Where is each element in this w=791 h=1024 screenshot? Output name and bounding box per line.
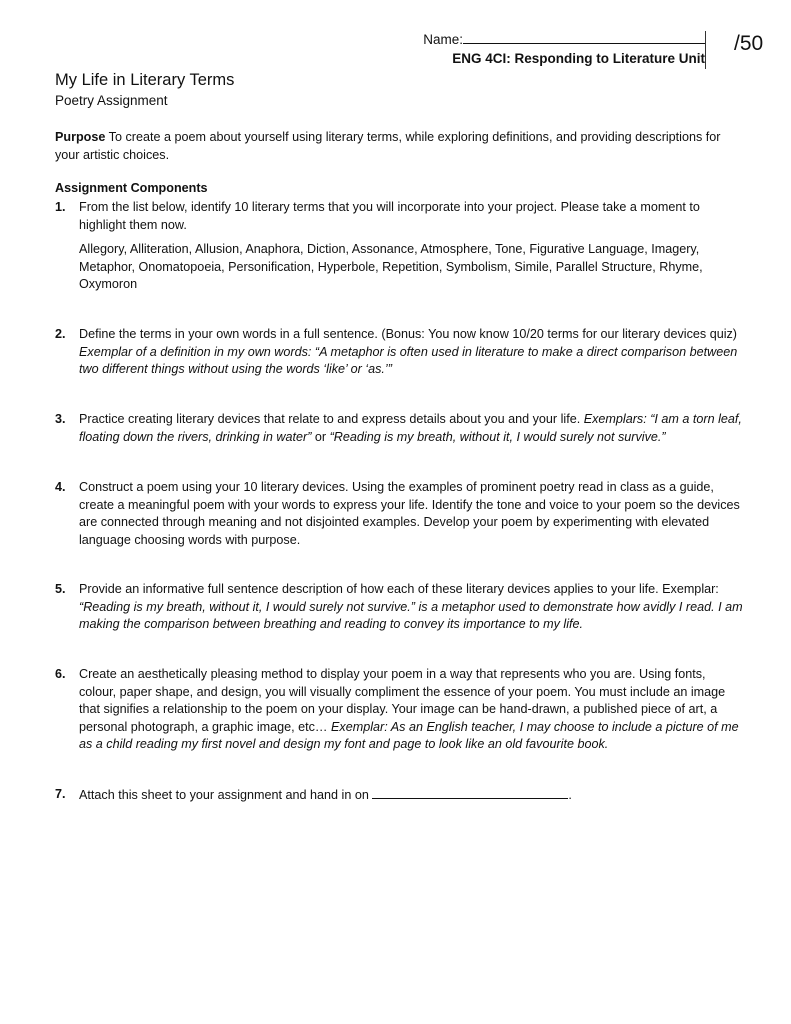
item-exemplar: “Reading is my breath, without it, I would surely not survive.” is a metaphor used to demonstrate how avidly I read. I am making the comparison between breathing and reading to convey its importance to my life. bbox=[79, 599, 743, 631]
list-item bbox=[55, 581, 745, 634]
list-item bbox=[55, 199, 745, 294]
item-plain: Practice creating literary devices that relate to and express details about you and your life. bbox=[79, 412, 584, 426]
item-text bbox=[79, 411, 745, 446]
name-field bbox=[400, 30, 705, 50]
purpose-label: Purpose bbox=[55, 130, 106, 144]
item-exemplar: Exemplar: As an English teacher, I may choose to include a picture of me as a child reading my first novel and design my font and page to look like an old favourite book. bbox=[79, 719, 739, 751]
item-number: 7. bbox=[55, 787, 66, 801]
list-item bbox=[55, 479, 745, 549]
purpose-paragraph bbox=[55, 129, 745, 164]
score-total: /50 bbox=[734, 32, 764, 55]
purpose-text: To create a poem about yourself using literary terms, while exploring definitions, and providing descriptions for your artistic choices. bbox=[55, 130, 721, 162]
item-text bbox=[79, 326, 745, 379]
item-text bbox=[79, 666, 745, 754]
item-text: Construct a poem using your 10 literary devices. Using the examples of prominent poetry read in class as a guide, create a meaningful poem with your words to express your life. Identify the tone and voice to your poem so the devices are connected through meaning and not disjointed examples. Develop your poem by experimenting with elevated language choosing words with purpose. bbox=[79, 480, 740, 547]
page-subtitle: Poetry Assignment bbox=[55, 93, 168, 108]
header bbox=[400, 30, 705, 68]
name-blank[interactable] bbox=[463, 31, 705, 44]
item-text bbox=[79, 786, 745, 805]
item-plain: Provide an informative full sentence description of how each of these literary devices applies to your life. Exemplar: bbox=[79, 582, 719, 596]
item-text bbox=[79, 581, 745, 634]
due-date-blank[interactable] bbox=[372, 786, 568, 799]
header-divider bbox=[705, 31, 706, 69]
item-number: 1. bbox=[55, 200, 66, 214]
item-number: 2. bbox=[55, 327, 66, 341]
item-connector: or bbox=[311, 429, 330, 444]
components-heading: Assignment Components bbox=[55, 181, 208, 195]
item-plain: Define the terms in your own words in a full sentence. (Bonus: You now know 10/20 terms for our literary devices quiz) bbox=[79, 327, 737, 341]
list-item bbox=[55, 666, 745, 754]
item-text: From the list below, identify 10 literary terms that you will incorporate into your project. Please take a moment to highlight them now. bbox=[79, 200, 700, 232]
item-plain: Attach this sheet to your assignment and hand in on bbox=[79, 788, 373, 802]
item-exemplar: Exemplar of a definition in my own words: “A metaphor is often used in literature to make a direct comparison between two different things without using the words ‘like’ or ‘as.’” bbox=[79, 344, 738, 376]
item-end: . bbox=[568, 788, 572, 802]
list-item bbox=[55, 786, 745, 805]
list-item bbox=[55, 411, 745, 446]
course-title: ENG 4CI: Responding to Literature Unit bbox=[452, 51, 705, 66]
literary-terms-list: Allegory, Alliteration, Allusion, Anaphora, Diction, Assonance, Atmosphere, Tone, Figurative Language, Imagery, Metaphor, Onomatopoeia, Personification, Hyperbole, Repetition, Symbolism, Simile, Parallel Structure, Rhyme, Oxymoron bbox=[79, 242, 703, 291]
name-label: Name: bbox=[423, 32, 463, 47]
item-number: 6. bbox=[55, 667, 66, 681]
item-number: 3. bbox=[55, 412, 66, 426]
item-exemplar: Exemplars: “I am a torn leaf, floating down the rivers, drinking in water” bbox=[79, 412, 742, 444]
item-plain: Create an aesthetically pleasing method to display your poem in a way that represents who you are. Using fonts, colour, paper shape, and design, you will visually compliment the essence of your poem. You must include an image that signifies a relationship to the poem on your display. Your image can be hand-drawn, a published piece of art, a personal photograph, a graphic image, etc… bbox=[79, 667, 726, 734]
item-exemplar-2: “Reading is my breath, without it, I would surely not survive.” bbox=[329, 429, 666, 444]
list-item bbox=[55, 326, 745, 379]
page-title: My Life in Literary Terms bbox=[55, 71, 235, 89]
item-number: 5. bbox=[55, 582, 66, 596]
item-number: 4. bbox=[55, 480, 66, 494]
